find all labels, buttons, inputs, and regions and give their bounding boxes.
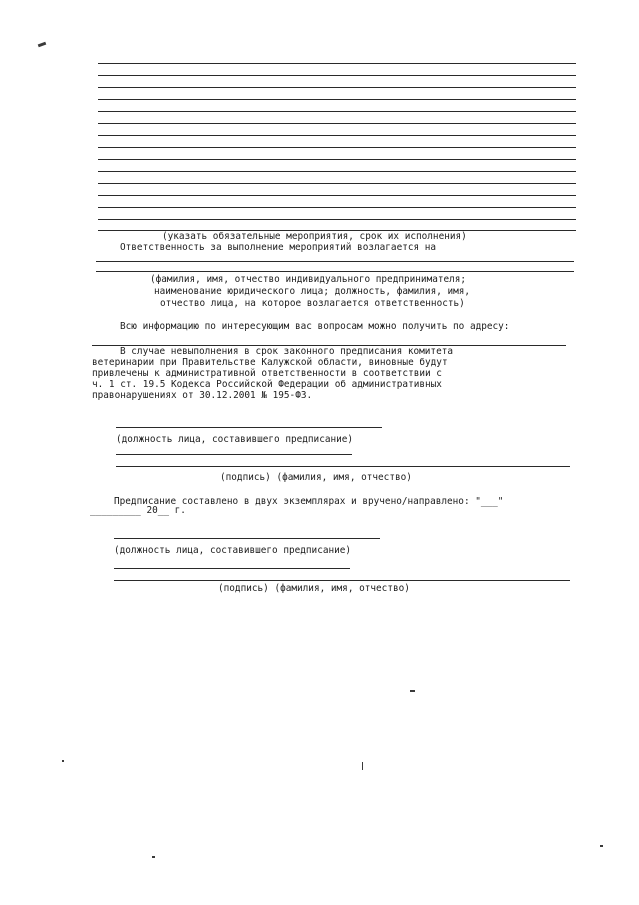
blank-line	[98, 99, 576, 100]
blank-line	[98, 207, 576, 208]
person-caption-line-3: отчество лица, на которое возлагается ответственность)	[160, 298, 465, 309]
scan-speck	[152, 856, 155, 858]
scan-speck	[600, 845, 603, 847]
blank-line	[98, 171, 576, 172]
blank-line	[98, 111, 576, 112]
responsible-blank-line	[96, 261, 574, 262]
delivery-line-2: _________ 20__ г.	[90, 505, 186, 516]
signature-caption: (подпись) (фамилия, имя, отчество)	[220, 472, 412, 483]
measures-caption: (указать обязательные мероприятия, срок их исполнения)	[162, 231, 467, 242]
name-blank-line	[114, 568, 350, 569]
person-caption-line-1: (фамилия, имя, отчество индивидуального предпринимателя;	[150, 274, 467, 285]
blank-line	[98, 123, 576, 124]
name-blank-line	[116, 454, 352, 455]
responsibility-line: Ответственность за выполнение мероприятий возлагается на	[120, 242, 437, 253]
warning-line-4: ч. 1 ст. 19.5 Кодекса Российской Федерации об административных	[92, 379, 442, 390]
person-caption-line-2: наименование юридического лица; должность, фамилия, имя,	[154, 286, 471, 297]
blank-line	[98, 147, 576, 148]
responsible-blank-line	[96, 271, 574, 272]
scan-speck	[62, 760, 64, 762]
position-caption: (должность лица, составившего предписание)	[116, 434, 354, 445]
blank-line	[98, 75, 576, 76]
position-blank-line	[116, 427, 382, 428]
blank-line	[98, 195, 576, 196]
scan-speck	[38, 42, 47, 48]
position-caption: (должность лица, составившего предписание)	[114, 545, 352, 556]
warning-line-1: В случае невыполнения в срок законного предписания комитета	[120, 346, 454, 357]
blank-line	[98, 183, 576, 184]
signature-blank-line	[114, 580, 570, 581]
warning-line-3: привлечены к административной ответственности в соответствии с	[92, 368, 442, 379]
blank-line	[98, 219, 576, 220]
info-line: Всю информацию по интересующим вас вопросам можно получить по адресу:	[120, 321, 510, 332]
blank-line	[98, 63, 576, 64]
warning-line-5: правонарушениях от 30.12.2001 № 195-ФЗ.	[92, 390, 313, 401]
scan-speck	[410, 690, 415, 692]
scan-speck	[362, 762, 363, 770]
blank-line	[98, 135, 576, 136]
signature-blank-line	[116, 466, 570, 467]
blank-line	[98, 87, 576, 88]
delivery-line-1: Предписание составлено в двух экземплярах и вручено/направлено: "___"	[114, 496, 504, 507]
position-blank-line	[114, 538, 380, 539]
signature-caption: (подпись) (фамилия, имя, отчество)	[218, 583, 410, 594]
blank-line	[98, 159, 576, 160]
warning-line-2: ветеринарии при Правительстве Калужской области, виновные будут	[92, 357, 448, 368]
